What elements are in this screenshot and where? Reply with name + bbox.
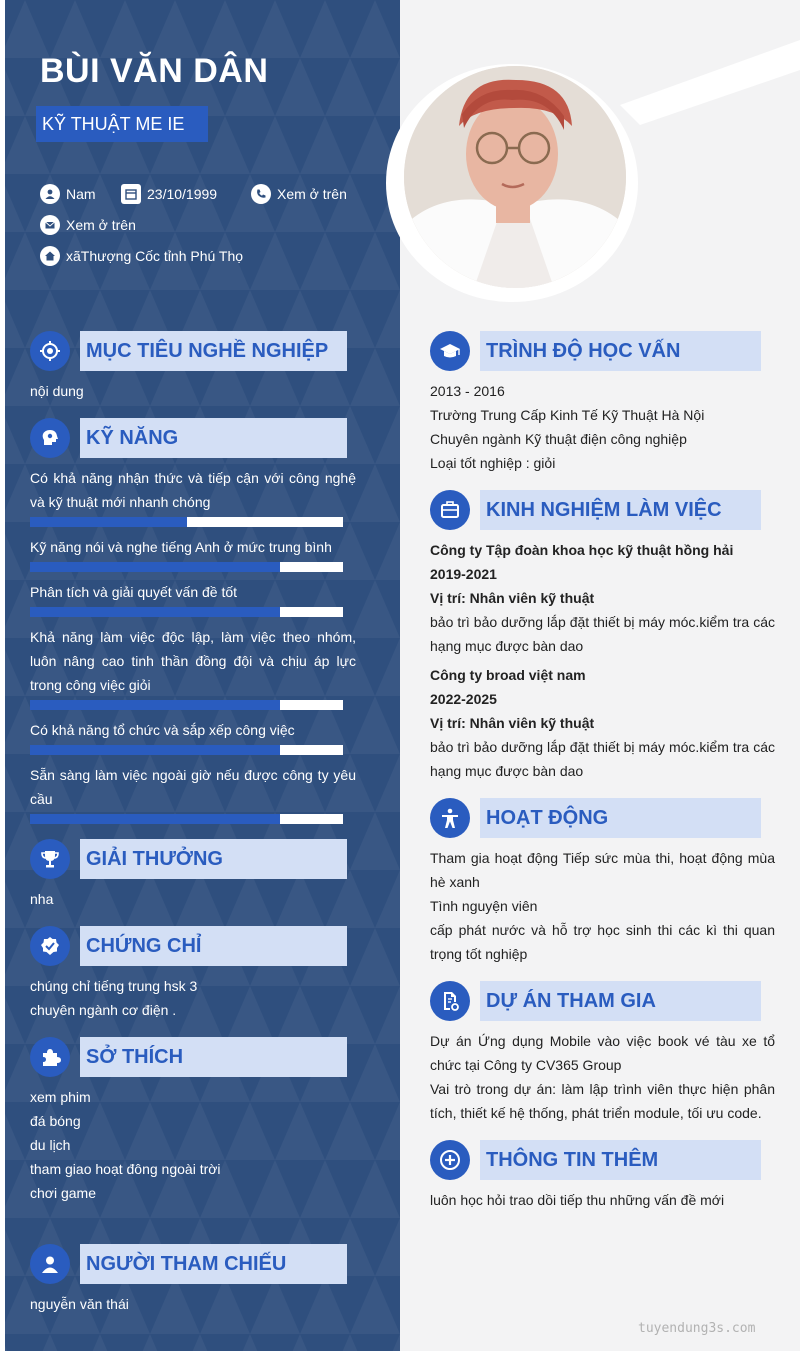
candidate-name: BÙI VĂN DÂN (40, 52, 269, 90)
references-heading: NGƯỜI THAM CHIẾU (80, 1244, 347, 1284)
certificates-heading: CHỨNG CHỈ (80, 926, 347, 966)
watermark: tuyendung3s.com (638, 1321, 756, 1336)
skill-level-fill-1 (30, 517, 187, 527)
education-major: Chuyên ngành Kỹ thuật điện công nghiệp (430, 431, 687, 447)
education-period: 2013 - 2016 (430, 383, 505, 399)
trophy-icon (30, 839, 70, 879)
awards-heading: GIẢI THƯỞNG (80, 839, 347, 879)
address-item (40, 246, 243, 266)
additional-info-content: luôn học hỏi trao dồi tiếp thu những vấn đề mới (430, 1192, 725, 1208)
skill-level-bar-3 (30, 607, 343, 617)
phone-icon (251, 184, 271, 204)
job-2-company: Công ty broad việt nam (430, 667, 586, 683)
skill-level-bar-1 (30, 517, 343, 527)
activities-heading: HOẠT ĐỘNG (480, 798, 761, 838)
calendar-icon (121, 184, 141, 204)
skill-level-bar-6 (30, 814, 343, 824)
skill-level-bar-5 (30, 745, 343, 755)
gender-text: Nam (66, 186, 96, 202)
hobby-item-5: chơi game (30, 1185, 96, 1201)
accessibility-person-icon (430, 798, 470, 838)
objective-heading: MỤC TIÊU NGHỀ NGHIỆP (80, 331, 347, 371)
email-item (40, 215, 136, 235)
hobby-item-1: xem phim (30, 1089, 91, 1105)
skill-item-2: Kỹ năng nói và nghe tiếng Anh ở mức trung bình (30, 539, 332, 555)
objective-content: nội dung (30, 383, 84, 399)
job-1-description: bảo trì bảo dưỡng lắp đặt thiết bị máy móc.kiểm tra các hạng mục được bàn dao (430, 614, 775, 654)
briefcase-icon (430, 490, 470, 530)
hobby-item-4: tham giao hoạt đông ngoài trời (30, 1161, 221, 1177)
skill-level-bar-4 (30, 700, 343, 710)
job-1-period: 2019-2021 (430, 566, 497, 582)
job-1-position: Vị trí: Nhân viên kỹ thuật (430, 590, 595, 606)
job-1-company: Công ty Tập đoàn khoa học kỹ thuật hồng hải (430, 542, 734, 558)
birthday-item (121, 184, 217, 204)
hobbies-heading: SỞ THÍCH (80, 1037, 347, 1077)
certificate-badge-icon (30, 926, 70, 966)
user-icon (40, 184, 60, 204)
person-icon (30, 1244, 70, 1284)
plus-circle-icon (430, 1140, 470, 1180)
awards-content: nha (30, 891, 54, 907)
skill-level-fill-5 (30, 745, 280, 755)
birthday-text: 23/10/1999 (147, 186, 218, 202)
skills-heading: KỸ NĂNG (80, 418, 347, 458)
job-title-badge (36, 106, 208, 142)
skill-item-4: Khả năng làm việc độc lập, làm việc theo nhóm, luôn nâng cao tinh thần đồng đội và chịu áp lực trong công việc giỏi (30, 629, 356, 693)
project-1: Dự án Ứng dụng Mobile vào việc book vé tàu xe tổ chức tại Công ty CV365 Group (430, 1033, 775, 1073)
hobby-item-2: đá bóng (30, 1113, 81, 1129)
education-heading: TRÌNH ĐỘ HỌC VẤN (480, 331, 761, 371)
skill-item-5: Có khả năng tổ chức và sắp xếp công việc (30, 722, 295, 738)
skill-level-fill-2 (30, 562, 280, 572)
additional-info-heading: THÔNG TIN THÊM (480, 1140, 761, 1180)
puzzle-icon (30, 1037, 70, 1077)
certificate-line-1: chúng chỉ tiếng trung hsk 3 (30, 978, 198, 994)
references-content: nguyễn văn thái (30, 1296, 129, 1312)
education-school: Trường Trung Cấp Kinh Tế Kỹ Thuật Hà Nội (430, 407, 705, 423)
skill-item-6: Sẵn sàng làm việc ngoài giờ nếu được công ty yêu cầu (30, 767, 356, 807)
job-title: KỸ THUẬT ME IE (42, 114, 185, 134)
job-2-position: Vị trí: Nhân viên kỹ thuật (430, 715, 595, 731)
skill-item-1: Có khả năng nhận thức và tiếp cận với công nghệ và kỹ thuật mới nhanh chóng (30, 470, 356, 510)
phone-item (251, 184, 347, 204)
phone-text: Xem ở trên (277, 186, 347, 202)
activity-1: Tham gia hoạt động Tiếp sức mùa thi, hoạt động mùa hè xanh (430, 850, 775, 890)
certificate-line-2: chuyên ngành cơ điện . (30, 1002, 177, 1018)
brain-head-icon (30, 418, 70, 458)
avatar-photo (404, 66, 626, 288)
education-grade: Loại tốt nghiệp : giỏi (430, 455, 556, 471)
gender-item (40, 184, 96, 204)
graduation-cap-icon (430, 331, 470, 371)
skill-level-fill-3 (30, 607, 280, 617)
skill-level-fill-4 (30, 700, 280, 710)
job-2-period: 2022-2025 (430, 691, 497, 707)
email-icon (40, 215, 60, 235)
target-icon (30, 331, 70, 371)
project-2: Vai trò trong dự án: làm lập trình viên thực hiện phân tích, thiết kế hệ thống, phát triển module, tối ưu code. (430, 1081, 775, 1121)
activity-2: Tình nguyện viên (430, 898, 538, 914)
projects-heading: DỰ ÁN THAM GIA (480, 981, 761, 1021)
home-icon (40, 246, 60, 266)
document-gear-icon (430, 981, 470, 1021)
job-2-description: bảo trì bảo dưỡng lắp đặt thiết bị máy móc.kiểm tra các hạng mục được bàn dao (430, 739, 775, 779)
experience-heading: KINH NGHIỆM LÀM VIỆC (480, 490, 761, 530)
skill-level-bar-2 (30, 562, 343, 572)
hobby-item-3: du lịch (30, 1137, 71, 1153)
skill-level-fill-6 (30, 814, 280, 824)
skill-item-3: Phân tích và giải quyết vấn đề tốt (30, 584, 238, 600)
address-text: xãThượng Cốc tỉnh Phú Thọ (66, 248, 244, 264)
activity-3: cấp phát nước và hỗ trợ học sinh thi các kì thi quan trọng tốt nghiệp (430, 922, 775, 962)
email-text: Xem ở trên (66, 217, 136, 233)
